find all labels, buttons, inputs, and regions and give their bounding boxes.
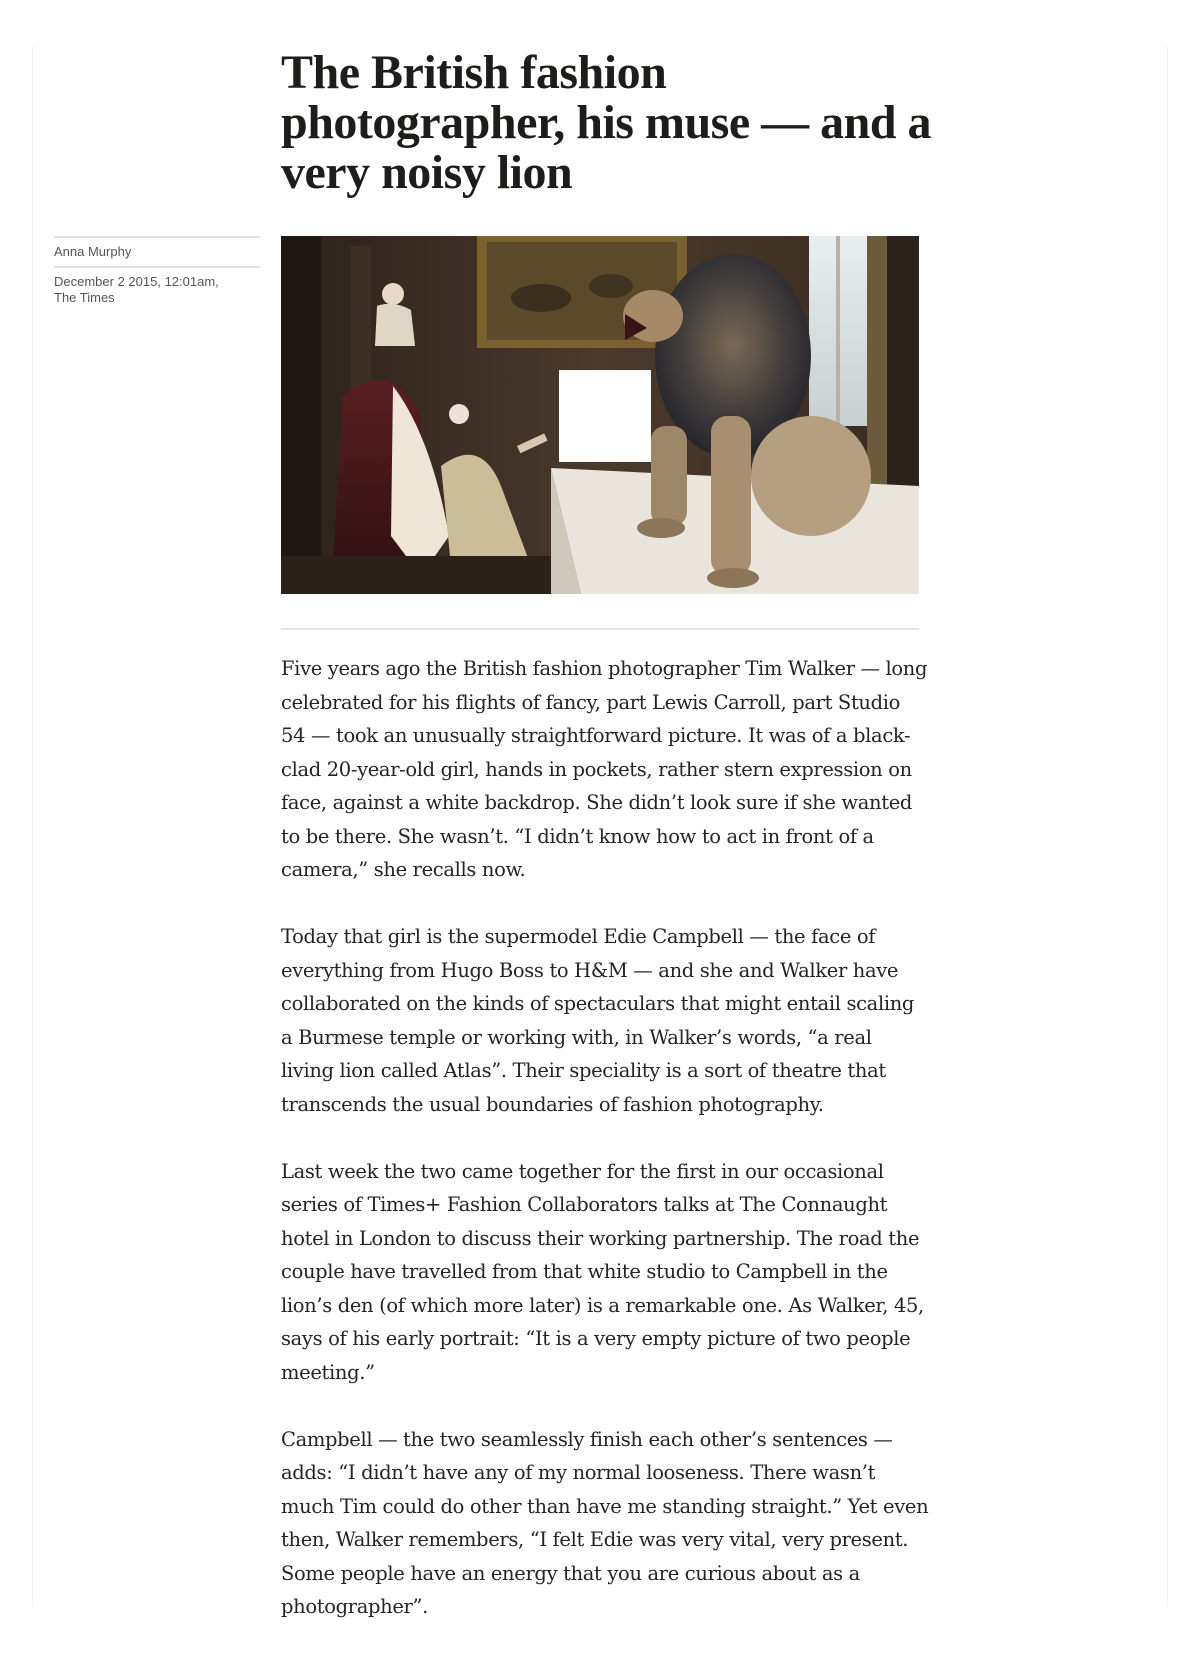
hero-image (281, 236, 919, 594)
article-meta (54, 268, 260, 306)
body-paragraph: Today that girl is the supermodel Edie Campbell — the face of everything from Hugo Boss to H&M — and she and Walker have collaborated on the kinds of spectaculars that might entail scaling a Burmese temple or working with, in Walker’s words, “a real living lion called Atlas”. Their speciality is a sort of theatre that transcends the usual boundaries of fashion photography. (281, 925, 915, 1116)
article-body (281, 652, 929, 1657)
body-paragraph: Five years ago the British fashion photographer Tim Walker — long celebrated for his flights of fancy, part Lewis Carroll, part Studio 54 — took an unusually straightforward picture. It was of a black-clad 20-year-old girl, hands in pockets, rather stern expression on face, against a white backdrop. She didn’t look sure if she wanted to be there. She wasn’t. “I didn’t know how to act in front of a camera,” she recalls now. (281, 657, 928, 881)
body-paragraph: Last week the two came together for the first in our occasional series of Times+ Fashion Collaborators talks at The Connaught hotel in London to discuss their working partnership. The road the couple have travelled from that white studio to Campbell in the lion’s den (of which more later) is a remarkable one. As Walker, 45, says of his early portrait: “It is a very empty picture of two people meeting.” (281, 1159, 924, 1384)
article-headline: The British fashion photographer, his muse — and a very noisy lion (281, 46, 932, 199)
publish-date: December 2 2015, 12:01am, (54, 274, 219, 289)
body-paragraph: Campbell — the two seamlessly finish each other’s sentences — adds: “I didn’t have any of my normal looseness. There wasn’t much Tim could do other than have me standing straight.” Yet even then, Walker remembers, “I felt Edie was very vital, very present. Some people have an energy that you are curious about as a photographer”. (281, 1427, 929, 1618)
hero-photo-illustration (281, 236, 919, 594)
publication-name: The Times (54, 290, 115, 305)
author-link[interactable]: Anna Murphy (54, 244, 132, 259)
content-divider (281, 628, 919, 630)
byline (54, 236, 260, 306)
